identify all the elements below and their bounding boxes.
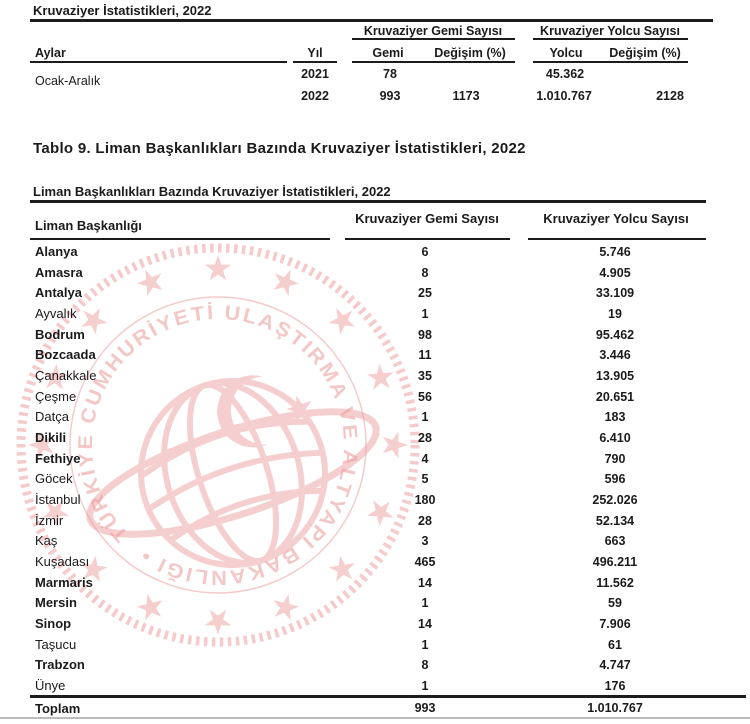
yolcu-2022: 1.010.767 [536,89,592,103]
port-passenger-count: 6.410 [599,431,631,446]
table2-col-yolcu: Kruvaziyer Yolcu Sayısı [543,211,689,226]
port-name: Ayvalık [35,306,77,322]
table1-title: Kruvaziyer İstatistikleri, 2022 [33,3,212,18]
table1-col-gemi-degisim: Değişim (%) [434,46,506,60]
table-row [0,428,750,449]
port-ship-count: 56 [418,389,432,404]
port-ship-count: 28 [418,513,432,528]
table1-group-header-gemi: Kruvaziyer Gemi Sayısı [363,24,503,38]
port-name: Amasra [35,264,83,280]
table-row [0,325,750,346]
port-name: Taşucu [35,636,77,652]
header-rule-yolcu [528,238,706,240]
port-passenger-count: 33.109 [595,286,635,301]
port-passenger-count: 663 [604,534,626,549]
table2-title-rule [30,200,706,203]
port-name: Trabzon [35,657,85,673]
table1-col-aylar: Aylar [35,46,66,60]
port-ship-count: 1 [421,679,429,694]
table-row [0,449,750,470]
table-row [0,387,750,408]
yolcu-2021: 45.362 [545,67,585,81]
port-ship-count: 98 [418,327,432,342]
port-ship-count: 180 [414,493,436,508]
port-passenger-count: 20.651 [595,389,635,404]
gemi-degisim-2022: 1173 [452,89,480,103]
port-name: Alanya [35,244,78,259]
port-ship-count: 8 [421,658,429,673]
port-name: Mersin [35,595,77,611]
table-row [0,242,750,263]
port-name: Datça [35,409,69,425]
port-passenger-count: 3.446 [599,348,631,363]
port-name: Çeşme [35,388,77,404]
port-ship-count: 35 [418,369,432,384]
port-passenger-count: 19 [608,307,622,322]
port-name: Göcek [35,471,73,487]
table-row [0,531,750,552]
table-row [0,345,750,366]
port-passenger-count: 59 [608,596,622,611]
port-passenger-count: 4.905 [599,265,631,280]
port-ship-count: 465 [414,555,436,570]
port-rows [0,242,750,697]
port-name: Bodrum [35,326,85,342]
port-name: Marmaris [35,574,93,590]
port-passenger-count: 11.562 [596,575,634,590]
subheader-rule-gemi [352,61,515,63]
watermark-ring-text: TÜRKİYE CUMHURİYETİ ULAŞTIRMA VE ALTYAPI BAKANLIĞI • [74,301,362,588]
page-bottom-rule [0,717,750,719]
table-row [0,655,750,676]
year-2021: 2021 [301,67,329,81]
subheader-rule-yil [293,61,337,63]
port-passenger-count: 790 [604,451,626,466]
header-rule-gemi [345,238,510,240]
port-passenger-count: 13.905 [595,369,635,384]
port-ship-count: 4 [421,451,429,466]
port-passenger-count: 7.906 [599,617,631,632]
section-heading: Tablo 9. Liman Başkanlıkları Bazında Kruvaziyer İstatistikleri, 2022 [33,140,526,157]
period-label: Ocak-Aralık [35,74,101,88]
table1-col-yolcu: Yolcu [549,46,583,60]
gemi-2021: 78 [383,67,397,81]
yolcu-degisim-2022: 2128 [656,89,684,103]
port-passenger-count: 496.211 [592,555,638,570]
port-passenger-count: 52.134 [595,513,635,528]
table1-group-header-yolcu: Kruvaziyer Yolcu Sayısı [540,24,680,38]
port-name: Dikili [35,430,67,446]
port-name: Fethiye [35,450,81,466]
table-row [0,469,750,490]
port-name: Kuşadası [35,554,90,570]
port-name: Bozcaada [35,347,96,363]
table-row [0,490,750,511]
table-row [0,283,750,304]
port-name: Antalya [35,285,82,301]
port-ship-count: 11 [418,348,432,363]
gemi-2022: 993 [379,89,401,103]
port-name: Çanakkale [35,368,97,384]
table-row [0,676,750,697]
table-row [0,263,750,284]
group-rule-gemi [352,38,515,40]
port-ship-count: 6 [421,245,429,259]
table-row [0,511,750,532]
port-passenger-count: 176 [604,679,626,694]
total-separator-rule [30,695,746,698]
table1-title-rule [30,19,713,22]
port-passenger-count: 596 [604,472,626,487]
port-name: İstanbul [35,492,81,508]
table1-col-yil: Yıl [307,46,323,60]
port-passenger-count: 4.747 [599,658,631,673]
port-ship-count: 3 [421,534,429,549]
port-passenger-count: 5.746 [599,245,631,259]
table1-col-yolcu-degisim: Değişim (%) [609,46,681,60]
subheader-rule-aylar [30,61,287,63]
table-row [0,552,750,573]
table-row [0,614,750,635]
port-ship-count: 25 [418,286,432,301]
port-ship-count: 1 [421,596,429,611]
port-passenger-count: 183 [604,410,626,425]
port-ship-count: 1 [421,637,429,652]
port-passenger-count: 61 [608,637,622,652]
subheader-rule-yolcu [533,61,688,63]
port-ship-count: 28 [418,431,432,446]
port-name: Ünye [35,678,66,694]
year-2022: 2022 [301,89,329,103]
group-rule-yolcu [533,38,688,40]
port-name: Kaş [35,533,58,549]
port-name: Sinop [35,616,72,632]
table-row [0,366,750,387]
port-ship-count: 14 [418,617,432,632]
table2-col-liman: Liman Başkanlığı [35,218,142,233]
port-passenger-count: 95.462 [595,327,635,342]
header-rule-liman [30,238,330,240]
table-row [0,573,750,594]
table2-title: Liman Başkanlıkları Bazında Kruvaziyer İstatistikleri, 2022 [33,184,391,199]
port-ship-count: 8 [421,265,429,280]
total-yolcu: 1.010.767 [587,701,643,715]
port-passenger-count: 252.026 [592,493,638,508]
total-label: Toplam [35,701,81,716]
port-ship-count: 5 [421,472,429,487]
table2-col-gemi: Kruvaziyer Gemi Sayısı [355,211,499,226]
port-ship-count: 1 [421,410,429,425]
table-row [0,635,750,656]
port-ship-count: 1 [421,307,429,322]
total-gemi: 993 [414,701,436,715]
port-name: İzmir [35,512,64,528]
table1-col-gemi: Gemi [372,46,404,60]
port-ship-count: 14 [418,575,432,590]
table-row [0,407,750,428]
table-row [0,593,750,614]
table-row [0,304,750,325]
